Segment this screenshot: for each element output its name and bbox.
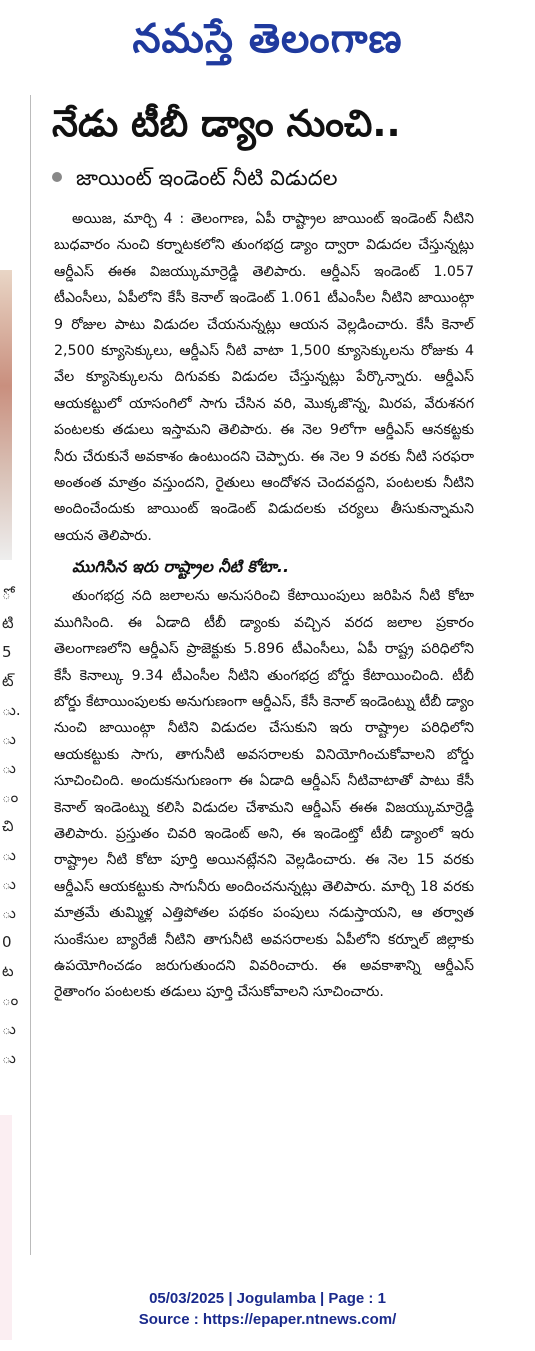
article-paragraph: తుంగభద్ర నది జలాలను అనుసరించి కేటాయింపులు జరిపిన నీటి కోటా ముగిసింది. ఈ ఏడాది టీబీ డ్యాంకు వచ్చిన వరద జలాల ప్రకారం తెలంగాణలోని ఆర్డీఎస్ ప్రాజెక్టుకు 5.896 టీఎంసీలు, ఏపీ రాష్ట్ర పరిధిలోని కేసీ కెనాల్కు 9.34 టీఎంసీల నీటిని తుంగభద్ర బోర్డు కేటాయించింది. టీబీ బోర్డు కేటాయింపులకు అనుగుణంగా ఆర్డీఎస్, కేసీ కెనాల్ ఇండెంట్ను టీబీ డ్యాం నుంచి జాయింట్గా నీటిని విడుదల చేసుకుని ఇరు రాష్ట్రాల పరిధిలోని ఆయకట్టుకు సాగు, తాగునీటి అవసరాలకు వినియోగించుకోవాలని బోర్డు సూచించింది. అందుకనుగుణంగా ఈ ఏడాది ఆర్డీఎస్ నీటివాటాతో పాటు కేసీ కెనాల్ ఇండెంట్ను కలిసి విడుదల చేశామని ఆర్డీఎస్ ఈఈ విజయ్కుమార్రెడ్డి తెలిపారు. ప్రస్తుతం చివరి ఇండెంట్ అని, ఈ ఇండెంట్తో టీబీ డ్యాంలో ఇరు రాష్ట్రాల నీటి కోటా పూర్తి అయినట్లేనని వెల్లడించారు. ఈ నెల 15 వరకు ఆర్డీఎస్ ఆయకట్టుకు సాగునీరు అందించనున్నట్లు తెలిపారు. మార్చి 18 వరకు మాత్రమే తుమ్మిళ్ల ఎత్తిపోతల పథకం పంపులు నడుస్తాయని, ఆ తర్వాత సుంకేసుల బ్యారేజీ నీటిని తాగునీటి అవసరాలకు ఏపీలోని కర్నూల్ జిల్లాకు ఉపయోగించడం జరుగుతుందని వివరించారు. ఈ అవకాశాన్ని ఆర్డీఎస్ రైతాంగం పంటలకు తడులు పూర్తి చేసుకోవాలని సూచించారు. [54, 588, 474, 1001]
subheadline-text: జాయింట్ ఇండెంట్ నీటి విడుదల [76, 166, 338, 190]
article-headline: నేడు టీబీ డ్యాం నుంచి.. [52, 102, 401, 145]
article-subheadline [52, 160, 512, 196]
newspaper-masthead: నమస్తే తెలంగాణ [132, 16, 403, 62]
footer-source: Source : https://epaper.ntnews.com/ [138, 1311, 397, 1328]
page-footer [0, 1288, 535, 1330]
article-paragraph: అయిజ, మార్చి 4 : తెలంగాణ, ఏపీ రాష్ట్రాల జాయింట్ ఇండెంట్ నీటిని బుధవారం నుంచి కర్నాటకలోని తుంగభద్ర డ్యాం ద్వారా విడుదల చేస్తున్నట్లు ఆర్డీఎస్ ఈఈ విజయ్కుమార్రెడ్డి తెలిపారు. ఆర్డీఎస్ ఇండెంట్ 1.057 టీఎంసీలు, ఏపీలోని కేసీ కెనాల్ ఇండెంట్ 1.061 టీఎంసీల నీటిని జాయింట్గా 9 రోజుల పాటు విడుదల చేయనున్నట్లు ఆయన వెల్లడించారు. కేసీ కెనాల్ 2,500 క్యూసెక్కులు, ఆర్డీఎస్ నీటి వాటా 1,500 క్యూసెక్కులను రోజుకు 4 వేల క్యూసెక్కులను దిగువకు విడుదల చేస్తున్నట్లు పేర్కొన్నారు. ఆర్డీఎస్ ఆయకట్టులో యాసంగిలో సాగు చేసిన వరి, మొక్కజొన్న, మిరప, వేరుశనగ పంటలకు తడులు ఇస్తామని తెలిపారు. ఈ నెల 9లోగా ఆర్డీఎస్ ఆనకట్టకు నీరు చేరుకునే అవకాశం ఉంటుందని చెప్పారు. ఈ నెల 9 వరకు నీటి సరఫరా అంతంత మాత్రం వస్తుందని, రైతులు ఆందోళన చెందవద్దని, పంటలకు నీటిని అందించేందుకు జాయింట్ ఇండెంట్ విడుదలకు చర్యలు తీసుకున్నామని ఆయన తెలిపారు. [54, 211, 474, 544]
adjacent-photo-fragment [0, 270, 12, 560]
adjacent-text-fragment: ో టి 5 ట్ ు. ు ు ం చి ు ు ు 0 ట ం ు ు [2, 585, 21, 1067]
footer-date-edition: 05/03/2025 | Jogulamba | Page : 1 [149, 1290, 386, 1307]
bullet-icon [52, 172, 62, 182]
article-subheading: ముగిసిన ఇరు రాష్ట్రాల నీటి కోటా.. [72, 557, 290, 577]
adjacent-article-gutter [0, 90, 21, 1260]
column-divider [30, 95, 31, 1255]
article-body [54, 206, 474, 1006]
